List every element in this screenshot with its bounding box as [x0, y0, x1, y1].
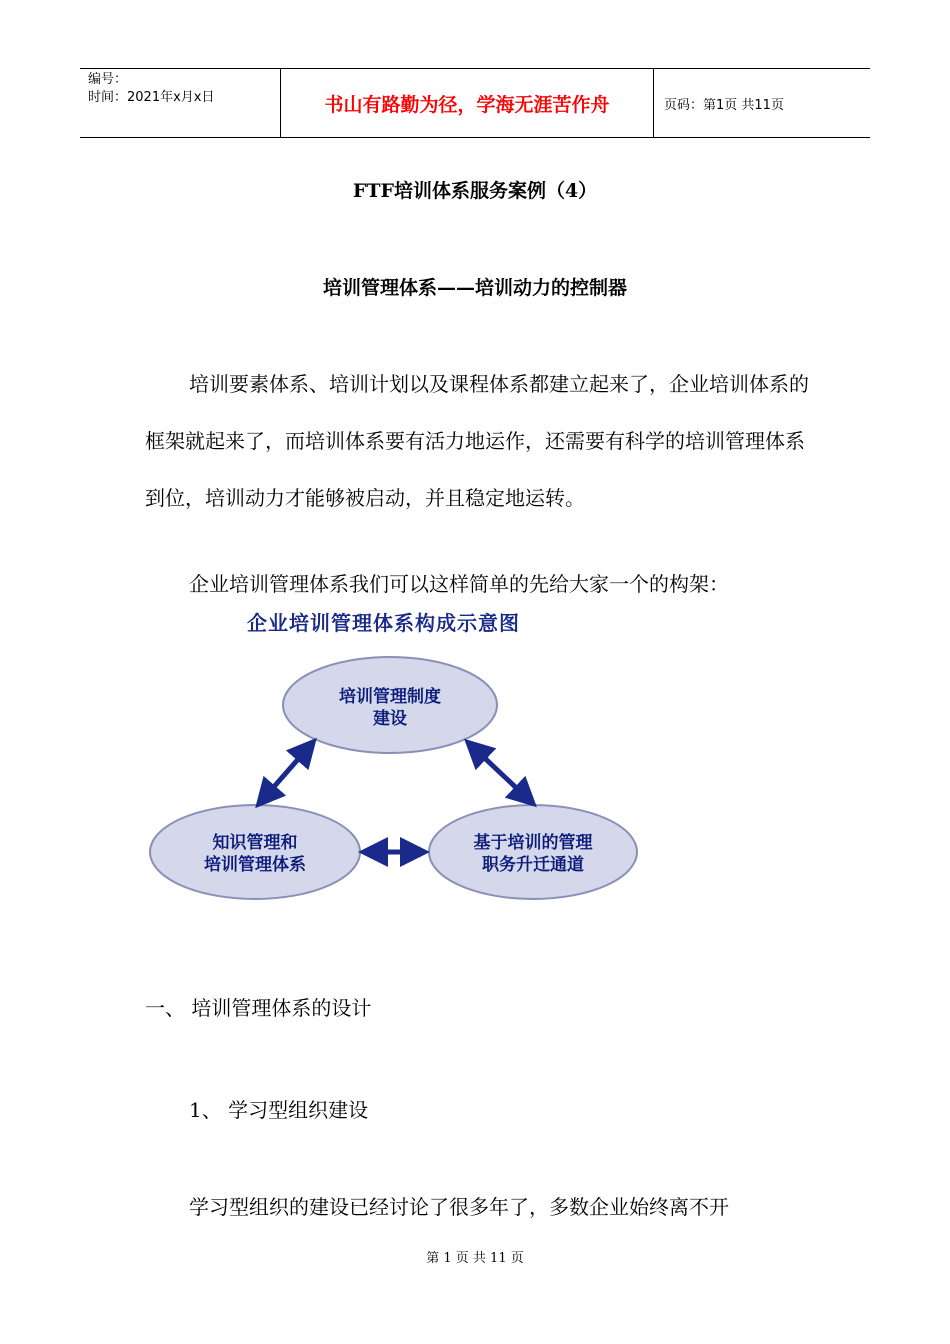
node-left-line2: 培训管理体系 [204, 855, 306, 875]
node-left-line1: 知识管理和 [212, 833, 298, 853]
section-heading-1: 一、 培训管理体系的设计 [145, 996, 372, 1020]
document-subtitle: 培训管理体系——培训动力的控制器 [322, 277, 627, 299]
node-right-line1: 基于培训的管理 [473, 833, 593, 853]
node-top-line2: 建设 [373, 709, 407, 729]
paragraph-2: 企业培训管理体系我们可以这样简单的先给大家一个的构架： [189, 572, 729, 596]
node-right-line2: 职务升迁通道 [482, 855, 584, 875]
page-footer: 第 1 页 共 11 页 [426, 1251, 524, 1266]
arrow-top-left [265, 749, 307, 797]
arrow-top-right [475, 749, 526, 797]
paragraph-1: 培训要素体系、培训计划以及课程体系都建立起来了，企业培训体系的框架就起来了，而培训体系要有活力地运作，还需要有科学的培训管理体系到位，培训动力才能够被启动，并且稳定地运转。 [145, 372, 809, 510]
header-motto: 书山有路勤为径，学海无涯苦作舟 [324, 93, 610, 116]
node-top-line1: 培训管理制度 [339, 687, 441, 707]
header-meta [80, 69, 280, 137]
page-header [80, 68, 870, 138]
header-motto-cell [280, 69, 654, 137]
paragraph-3: 学习型组织的建设已经讨论了很多年了，多数企业始终离不开 [189, 1195, 729, 1219]
number-label: 编号： [88, 72, 128, 87]
time-label: 时间：2021年x月x日 [88, 90, 215, 105]
document-title: FTF培训体系服务案例（4） [352, 180, 598, 202]
subsection-heading-1: 1、 学习型组织建设 [189, 1098, 369, 1122]
diagram-title: 企业培训管理体系构成示意图 [247, 611, 520, 635]
header-page-label: 页码：第1页 共11页 [664, 97, 784, 113]
training-system-diagram [145, 640, 645, 910]
